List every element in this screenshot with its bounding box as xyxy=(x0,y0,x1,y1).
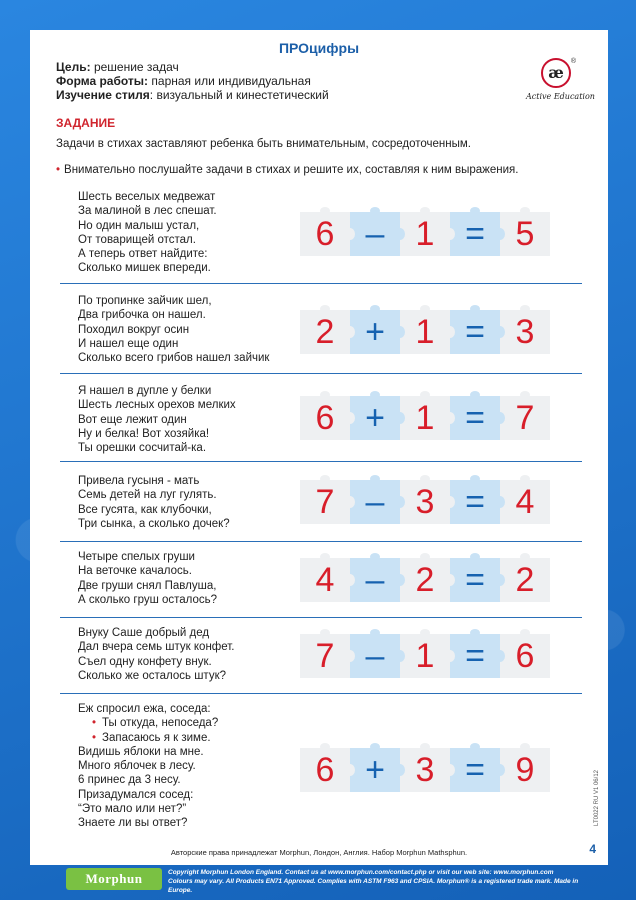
poem-line: Видишь яблоки на мне. xyxy=(78,745,204,758)
equals-piece: = xyxy=(450,634,500,678)
poem-line: Но один малыш устал, xyxy=(78,219,200,232)
worksheet-page xyxy=(30,30,608,865)
poem-line: Ты орешки сосчитай-ка. xyxy=(78,442,207,455)
operand-piece: 3 xyxy=(400,480,450,524)
task-heading: ЗАДАНИЕ xyxy=(56,116,116,130)
problem-row xyxy=(60,186,582,284)
poem-line: Ну и белка! Вот хозяйка! xyxy=(78,427,210,440)
poem-line: А сколько груш осталось? xyxy=(78,593,218,606)
poem-line: Внуку Саше добрый дед xyxy=(78,627,210,639)
problem-row xyxy=(60,618,582,694)
operand-piece: 2 xyxy=(300,310,350,354)
equals-piece: = xyxy=(450,748,500,792)
style-line xyxy=(56,88,329,102)
poem-line: • Запасаюсь я к зиме. xyxy=(78,731,218,745)
poem-line: Привела гусыня - мать xyxy=(78,475,200,487)
operator-piece: + xyxy=(350,396,400,440)
task-instruction xyxy=(56,164,518,176)
bullet-icon: • xyxy=(56,164,61,176)
legal-text xyxy=(168,868,588,895)
operand-piece: 6 xyxy=(300,748,350,792)
equals-piece: = xyxy=(450,480,500,524)
problem-row xyxy=(60,694,582,838)
poem-text xyxy=(78,294,269,365)
poem-line: Еж спросил ежа, соседа: xyxy=(78,703,211,715)
poem-line: Сколько мишек впереди. xyxy=(78,262,211,275)
equation-puzzle xyxy=(300,480,550,524)
poem-line: Я нашел в дупле у белки xyxy=(78,385,212,397)
result-piece: 6 xyxy=(500,634,550,678)
operand-piece: 6 xyxy=(300,212,350,256)
result-piece: 9 xyxy=(500,748,550,792)
style-value: : визуальный и кинестетический xyxy=(149,88,329,102)
poem-line: Семь детей на луг гулять. xyxy=(78,489,217,502)
operand-piece: 6 xyxy=(300,396,350,440)
poem-line: Сколько всего грибов нашел зайчик xyxy=(78,352,270,365)
poem-line: Сколько же осталось штук? xyxy=(78,669,226,682)
result-piece: 3 xyxy=(500,310,550,354)
operator-piece: – xyxy=(350,634,400,678)
equals-piece: = xyxy=(450,558,500,602)
page-number: 4 xyxy=(589,842,596,856)
poem-line: Призадумался сосед: xyxy=(78,788,194,801)
poem-line: Походил вокруг осин xyxy=(78,323,190,336)
ae-logo-icon: æ xyxy=(541,58,571,88)
equation-puzzle xyxy=(300,310,550,354)
poem-line: Съел одну конфету внук. xyxy=(78,655,212,668)
poem-line: На веточке качалось. xyxy=(78,565,192,578)
active-education-logo xyxy=(526,58,595,110)
operand-piece: 2 xyxy=(400,558,450,602)
equals-piece: = xyxy=(450,396,500,440)
poem-line: Много яблочек в лесу. xyxy=(78,760,196,773)
result-piece: 7 xyxy=(500,396,550,440)
operand-piece: 1 xyxy=(400,396,450,440)
poem-text xyxy=(78,190,217,276)
equation-puzzle xyxy=(300,212,550,256)
poem-text xyxy=(78,626,234,683)
poem-line: “Это мало или нет?” xyxy=(78,803,187,816)
result-piece: 4 xyxy=(500,480,550,524)
equation-puzzle xyxy=(300,396,550,440)
operand-piece: 1 xyxy=(400,634,450,678)
operator-piece: + xyxy=(350,748,400,792)
operand-piece: 7 xyxy=(300,480,350,524)
task-description: Задачи в стихах заставляют ребенка быть внимательным, сосредоточенным. xyxy=(56,138,471,150)
copyright-note: Авторские права принадлежат Morphun, Лондон, Англия. Набор Morphun Mathsphun. xyxy=(170,848,468,857)
equation-puzzle xyxy=(300,558,550,602)
goal-label: Цель: xyxy=(56,60,91,74)
goal-line xyxy=(56,60,329,74)
poem-line: Знаете ли вы ответ? xyxy=(78,817,188,830)
poem-line: По тропинке зайчик шел, xyxy=(78,295,212,307)
poem-line: Все гусята, как клубочки, xyxy=(78,503,212,516)
poem-line: Четыре спелых груши xyxy=(78,551,195,563)
poem-line: А теперь ответ найдите: xyxy=(78,248,208,261)
morphun-logo: Morphun xyxy=(66,868,162,890)
poem-line: И нашел еще один xyxy=(78,337,179,350)
poem-line: Шесть веселых медвежат xyxy=(78,191,216,203)
problem-row xyxy=(60,542,582,618)
form-line xyxy=(56,74,329,88)
problem-row xyxy=(60,374,582,462)
operand-piece: 1 xyxy=(400,212,450,256)
poem-line: От товарищей отстал. xyxy=(78,233,196,246)
operator-piece: – xyxy=(350,212,400,256)
equals-piece: = xyxy=(450,212,500,256)
operand-piece: 1 xyxy=(400,310,450,354)
instruction-text: Внимательно послушайте задачи в стихах и решите их, составляя к ним выражения. xyxy=(64,164,519,176)
operator-piece: – xyxy=(350,480,400,524)
operator-piece: + xyxy=(350,310,400,354)
poem-text xyxy=(78,474,230,531)
legal-line-1: Copyright Morphun London England. Contact us at www.morphun.com/contact.php or visit our web site: www.morphun.com xyxy=(168,869,554,876)
goal-value: решение задач xyxy=(93,60,179,74)
poem-line: Шесть лесных орехов мелких xyxy=(78,399,236,412)
product-code: LT0022 RU V1 06/12 xyxy=(594,770,600,826)
equation-puzzle xyxy=(300,748,550,792)
poem-line: Три сынка, а сколько дочек? xyxy=(78,517,230,530)
operand-piece: 4 xyxy=(300,558,350,602)
poem-line: Дал вчера семь штук конфет. xyxy=(78,641,235,654)
form-value: парная или индивидуальная xyxy=(151,74,311,88)
poem-line: 6 принес да 3 несу. xyxy=(78,774,181,787)
poem-line: Вот еще лежит один xyxy=(78,413,187,426)
result-piece: 2 xyxy=(500,558,550,602)
poem-text xyxy=(78,702,218,831)
legal-line-2: Colours may vary. All Products EN71 Approved. Complies with ASTM F963 and CPSIA. Morphun® is a registered trade mark. Made in Europe. xyxy=(168,878,579,894)
style-label: Изучение стиля xyxy=(56,88,150,102)
poem-text xyxy=(78,384,236,455)
problem-row xyxy=(60,462,582,542)
page-title: ПРОцифры xyxy=(278,40,360,56)
poem-text xyxy=(78,550,217,607)
operator-piece: – xyxy=(350,558,400,602)
poem-line: Два грибочка он нашел. xyxy=(78,309,206,322)
form-label: Форма работы: xyxy=(56,74,149,88)
meta-block xyxy=(56,60,329,102)
poem-line: За малиной в лес спешат. xyxy=(78,205,217,218)
result-piece: 5 xyxy=(500,212,550,256)
equation-puzzle xyxy=(300,634,550,678)
operand-piece: 3 xyxy=(400,748,450,792)
problem-row xyxy=(60,284,582,374)
operand-piece: 7 xyxy=(300,634,350,678)
equals-piece: = xyxy=(450,310,500,354)
poem-line: Две груши снял Павлуша, xyxy=(78,579,217,592)
poem-line: • Ты откуда, непоседа? xyxy=(78,716,218,730)
registered-mark: ® xyxy=(570,58,576,65)
logo-caption: Active Education xyxy=(526,92,595,101)
